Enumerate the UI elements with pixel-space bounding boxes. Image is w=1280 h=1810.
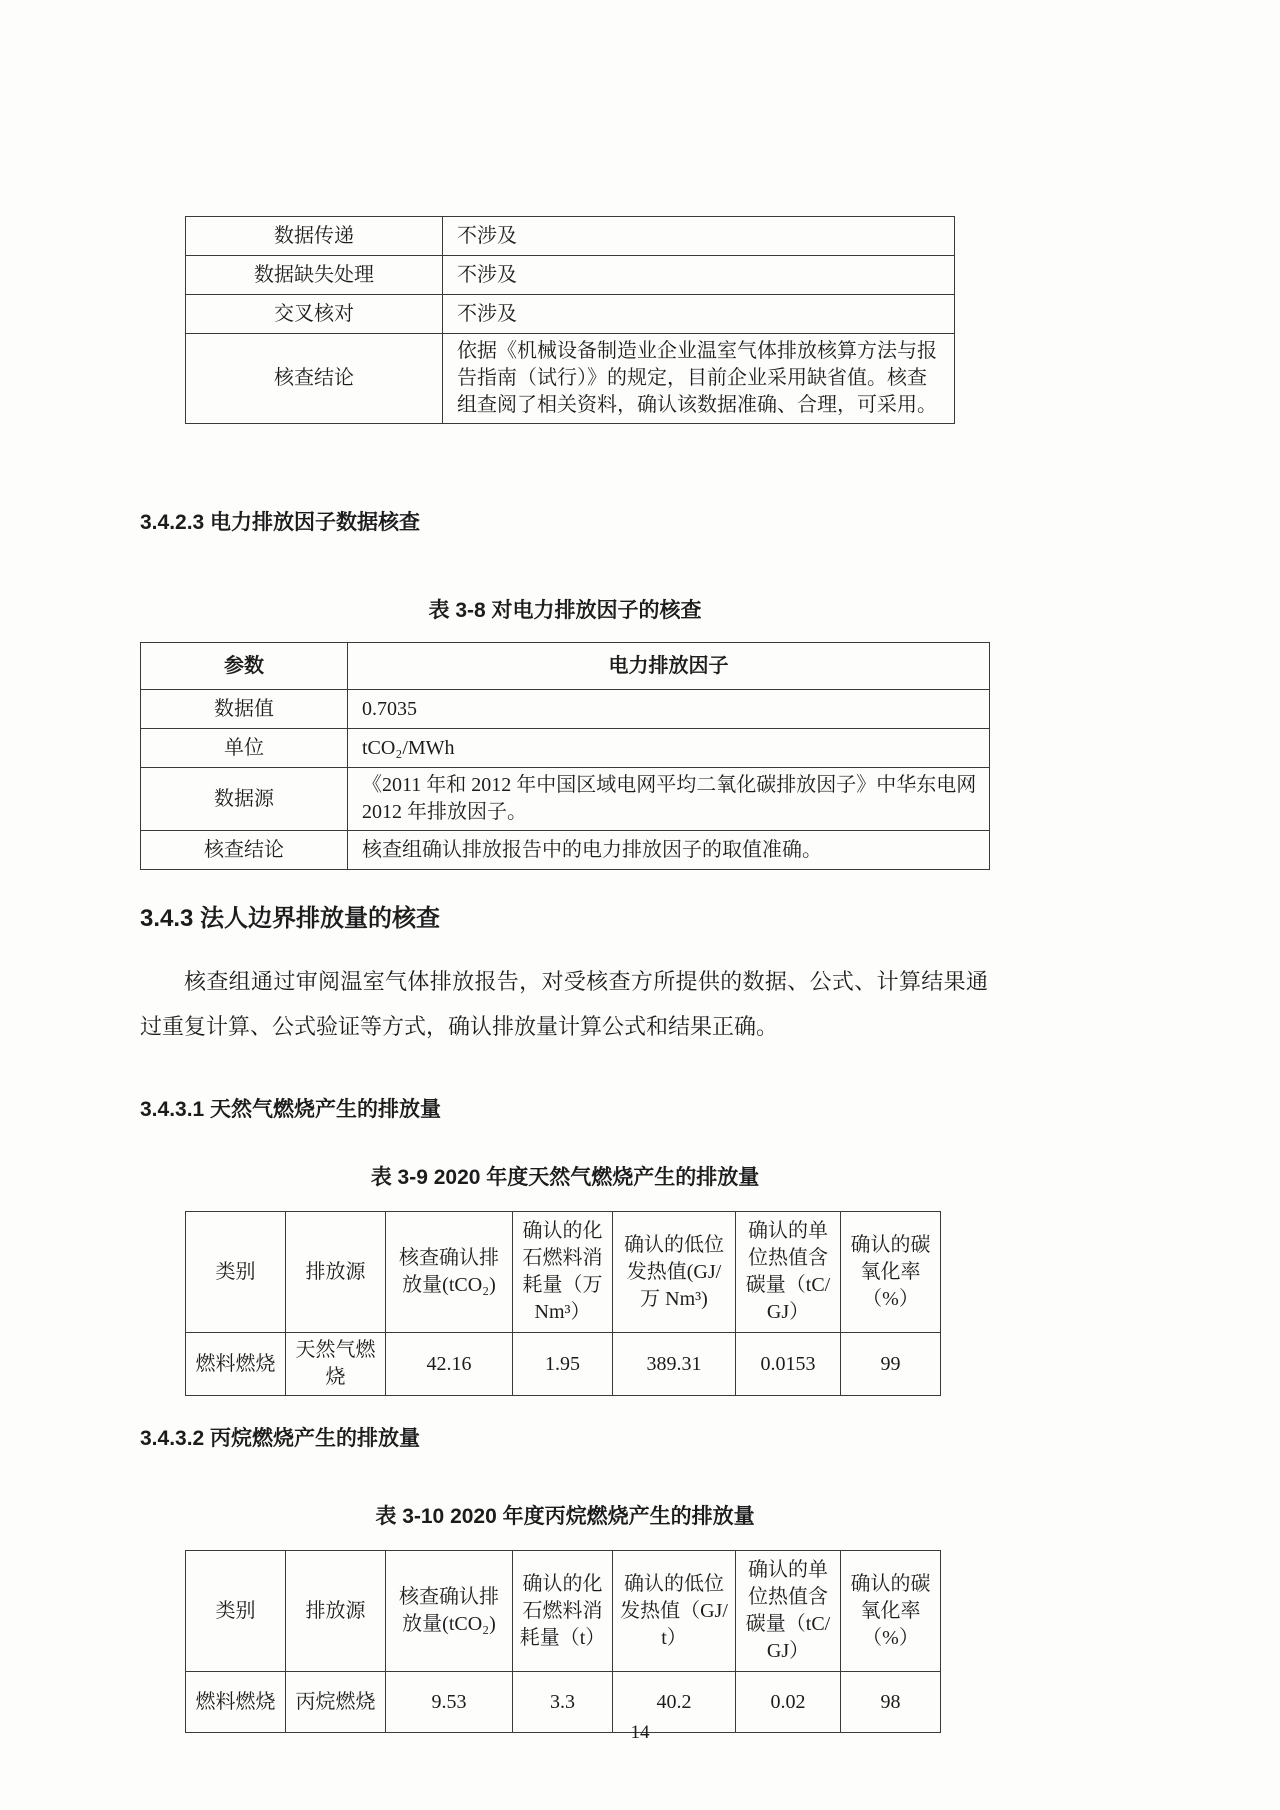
data-cell: 40.2 <box>613 1672 736 1733</box>
heading-3-4-3: 3.4.3 法人边界排放量的核查 <box>140 905 441 932</box>
row-value: 不涉及 <box>443 295 955 334</box>
row-value: 不涉及 <box>443 256 955 295</box>
table-3-8-caption: 表 3-8 对电力排放因子的核查 <box>428 599 702 622</box>
data-cell: 1.95 <box>513 1333 613 1396</box>
row-value: 0.7035 <box>348 690 990 729</box>
data-cell: 42.16 <box>386 1333 513 1396</box>
header-cell-param: 参数 <box>141 643 348 690</box>
heading-3-4-2-3: 3.4.2.3 电力排放因子数据核查 <box>140 511 421 534</box>
header-cell: 确认的低位发热值(GJ/万 Nm³) <box>613 1212 736 1333</box>
data-cell: 天然气燃烧 <box>286 1333 386 1396</box>
header-cell: 确认的碳氧化率（%） <box>841 1212 941 1333</box>
table-header-row <box>186 1551 941 1672</box>
row-value: 核查组确认排放报告中的电力排放因子的取值准确。 <box>348 831 990 870</box>
table-data-row <box>186 1333 941 1396</box>
row-label: 数据源 <box>141 768 348 831</box>
table-3-10 <box>185 1550 941 1733</box>
row-label: 数据传递 <box>186 217 443 256</box>
data-quality-table <box>185 216 955 424</box>
row-label: 数据值 <box>141 690 348 729</box>
table-row <box>141 690 990 729</box>
row-label: 核查结论 <box>141 831 348 870</box>
row-label: 交叉核对 <box>186 295 443 334</box>
row-label: 数据缺失处理 <box>186 256 443 295</box>
page-content <box>140 216 990 1733</box>
data-cell: 0.0153 <box>736 1333 841 1396</box>
data-cell: 389.31 <box>613 1333 736 1396</box>
heading-3-4-3-1: 3.4.3.1 天然气燃烧产生的排放量 <box>140 1098 442 1121</box>
table-header-row <box>141 643 990 690</box>
header-cell: 类别 <box>186 1551 286 1672</box>
page-number: 14 <box>630 1722 650 1743</box>
data-cell: 3.3 <box>513 1672 613 1733</box>
table-3-9-caption: 表 3-9 2020 年度天然气燃烧产生的排放量 <box>370 1166 760 1189</box>
header-cell: 排放源 <box>286 1212 386 1333</box>
data-cell: 丙烷燃烧 <box>286 1672 386 1733</box>
header-cell: 核查确认排放量(tCO₂) <box>386 1212 513 1333</box>
data-cell: 99 <box>841 1333 941 1396</box>
row-value: 依据《机械设备制造业企业温室气体排放核算方法与报告指南（试行）》的规定，目前企业采用缺省值。核查组查阅了相关资料，确认该数据准确、合理，可采用。 <box>443 334 955 424</box>
data-cell: 0.02 <box>736 1672 841 1733</box>
header-cell: 类别 <box>186 1212 286 1333</box>
table-row <box>141 729 990 768</box>
table-row <box>186 295 955 334</box>
table-3-10-caption: 表 3-10 2020 年度丙烷燃烧产生的排放量 <box>375 1505 755 1528</box>
row-label: 单位 <box>141 729 348 768</box>
row-label: 核查结论 <box>186 334 443 424</box>
header-cell: 排放源 <box>286 1551 386 1672</box>
header-cell: 核查确认排放量(tCO₂) <box>386 1551 513 1672</box>
header-cell-factor: 电力排放因子 <box>348 643 990 690</box>
header-cell: 确认的单位热值含碳量（tC/GJ） <box>736 1212 841 1333</box>
table-row <box>141 831 990 870</box>
data-cell: 燃料燃烧 <box>186 1672 286 1733</box>
table-header-row <box>186 1212 941 1333</box>
data-cell: 9.53 <box>386 1672 513 1733</box>
table-3-9 <box>185 1211 941 1396</box>
header-cell: 确认的碳氧化率（%） <box>841 1551 941 1672</box>
header-cell: 确认的低位发热值（GJ/t） <box>613 1551 736 1672</box>
table-row <box>186 334 955 424</box>
header-cell: 确认的化石燃料消耗量（万 Nm³） <box>513 1212 613 1333</box>
table-3-8 <box>140 642 990 870</box>
row-value: 不涉及 <box>443 217 955 256</box>
data-cell: 98 <box>841 1672 941 1733</box>
header-cell: 确认的化石燃料消耗量（t） <box>513 1551 613 1672</box>
table-row <box>186 256 955 295</box>
body-paragraph: 核查组通过审阅温室气体排放报告，对受核查方所提供的数据、公式、计算结果通过重复计算、公式验证等方式，确认排放量计算公式和结果正确。 <box>140 969 988 1039</box>
header-cell: 确认的单位热值含碳量（tC/GJ） <box>736 1551 841 1672</box>
data-cell: 燃料燃烧 <box>186 1333 286 1396</box>
row-value: tCO₂/MWh <box>348 729 990 768</box>
table-row <box>141 768 990 831</box>
heading-3-4-3-2: 3.4.3.2 丙烷燃烧产生的排放量 <box>140 1427 421 1450</box>
row-value: 《2011 年和 2012 年中国区域电网平均二氧化碳排放因子》中华东电网 2012 年排放因子。 <box>348 768 990 831</box>
table-row <box>186 217 955 256</box>
